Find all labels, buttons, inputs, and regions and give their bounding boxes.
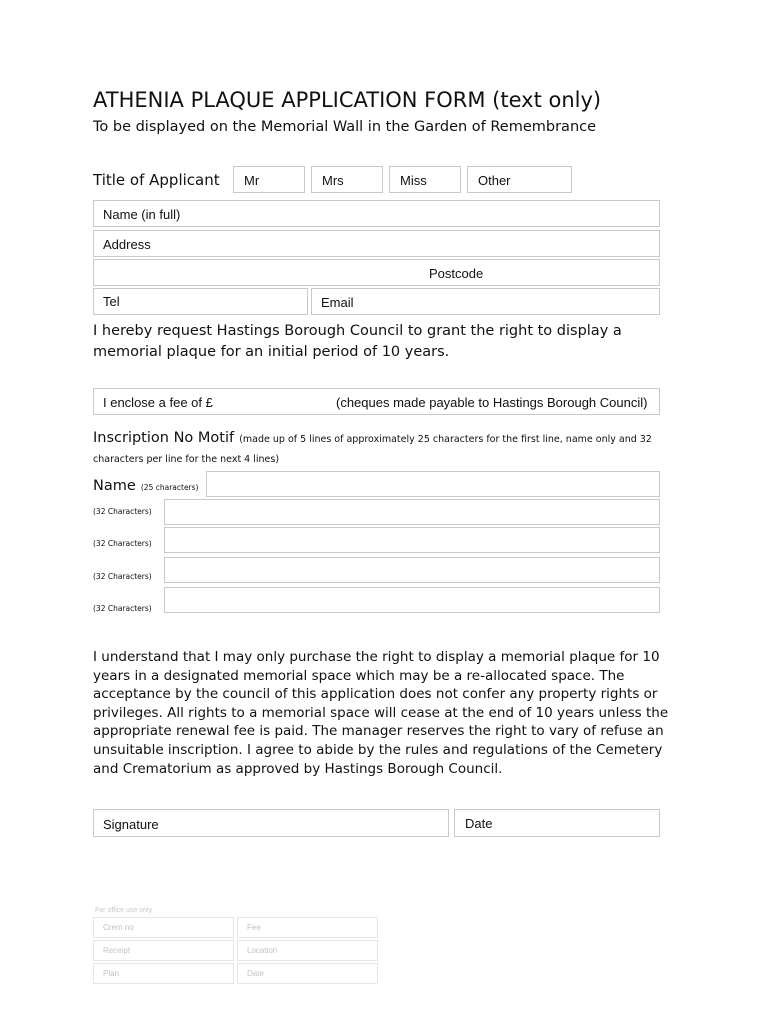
office-location-label: Location — [247, 946, 278, 955]
inscription-line-2-label: (32 Characters) — [93, 539, 152, 548]
office-use-heading: For office use only — [95, 907, 153, 914]
office-receipt-label: Receipt — [103, 946, 131, 955]
office-fee-label: Fee — [247, 923, 261, 932]
full-name-label: Name (in full) — [103, 207, 181, 222]
inscription-heading: Inscription No Motif — [93, 430, 235, 446]
title-option-other[interactable] — [467, 166, 572, 193]
title-option-other-label: Other — [478, 173, 511, 188]
title-option-mr-label: Mr — [244, 173, 260, 188]
full-name-field[interactable] — [93, 200, 660, 227]
form-title: ATHENIA PLAQUE APPLICATION FORM (text only) — [93, 88, 602, 112]
title-option-mrs[interactable] — [311, 166, 383, 193]
office-receipt-field[interactable] — [93, 940, 234, 961]
title-option-mr[interactable] — [233, 166, 305, 193]
form-subtitle: To be displayed on the Memorial Wall in the Garden of Remembrance — [93, 119, 597, 135]
inscription-note: (made up of 5 lines of approximately 25 characters for the first line, name only and 32 characters per line for the next 4 lines) — [93, 434, 652, 465]
signature-field[interactable] — [93, 809, 449, 837]
title-option-miss[interactable] — [389, 166, 461, 193]
office-crem-no-field[interactable] — [93, 917, 234, 938]
inscription-line-3-label: (32 Characters) — [93, 572, 152, 581]
inscription-line-2-input[interactable] — [164, 527, 660, 553]
inscription-name-label-block — [93, 475, 198, 494]
fee-cheque-note: (cheques made payable to Hastings Borough Council) — [336, 395, 648, 410]
inscription-line-3-input[interactable] — [164, 557, 660, 583]
inscription-heading-block — [93, 428, 678, 468]
email-label: Email — [321, 295, 354, 310]
title-option-miss-label: Miss — [400, 173, 427, 188]
office-date-field[interactable] — [237, 963, 378, 984]
office-location-field[interactable] — [237, 940, 378, 961]
email-field[interactable] — [311, 288, 660, 315]
inscription-line-4-input[interactable] — [164, 587, 660, 613]
terms-paragraph: I understand that I may only purchase the right to display a memorial plaque for 10 years in a designated memorial space which may be a re-allocated space. The acceptance by the council of this application does not confer any property rights or privileges. All rights to a memorial space will cease at the end of 10 years unless the appropriate renewal fee is paid. The manager reserves the right to vary of refuse an unsuitable inscription. I agree to abide by the rules and regulations of the Cemetery and Crematorium as approved by Hastings Borough Council. — [93, 649, 669, 777]
inscription-name-input[interactable] — [206, 471, 660, 497]
inscription-line-4-label: (32 Characters) — [93, 604, 152, 613]
postcode-label: Postcode — [429, 266, 484, 281]
office-fee-field[interactable] — [237, 917, 378, 938]
inscription-line-1-input[interactable] — [164, 499, 660, 525]
signature-label: Signature — [103, 817, 159, 832]
date-label: Date — [465, 816, 493, 831]
tel-field[interactable] — [93, 288, 308, 315]
date-field[interactable] — [454, 809, 660, 837]
office-date-label: Date — [247, 969, 264, 978]
office-crem-no-label: Crem no — [103, 923, 134, 932]
inscription-line-1-label: (32 Characters) — [93, 507, 152, 516]
address-field[interactable] — [93, 230, 660, 257]
title-of-applicant-label: Title of Applicant — [93, 171, 220, 189]
request-paragraph: I hereby request Hastings Borough Council to grant the right to display a memorial plaque for an initial period of 10 years. — [93, 323, 622, 360]
address-label: Address — [103, 237, 151, 252]
fee-field[interactable] — [93, 388, 660, 415]
office-plan-field[interactable] — [93, 963, 234, 984]
inscription-name-chars: (25 characters) — [140, 483, 199, 492]
office-plan-label: Plan — [103, 969, 120, 978]
inscription-name-label: Name — [93, 478, 136, 494]
tel-label: Tel — [103, 294, 120, 309]
postcode-field[interactable] — [93, 259, 660, 286]
fee-label: I enclose a fee of £ — [103, 395, 213, 410]
title-option-mrs-label: Mrs — [322, 173, 344, 188]
